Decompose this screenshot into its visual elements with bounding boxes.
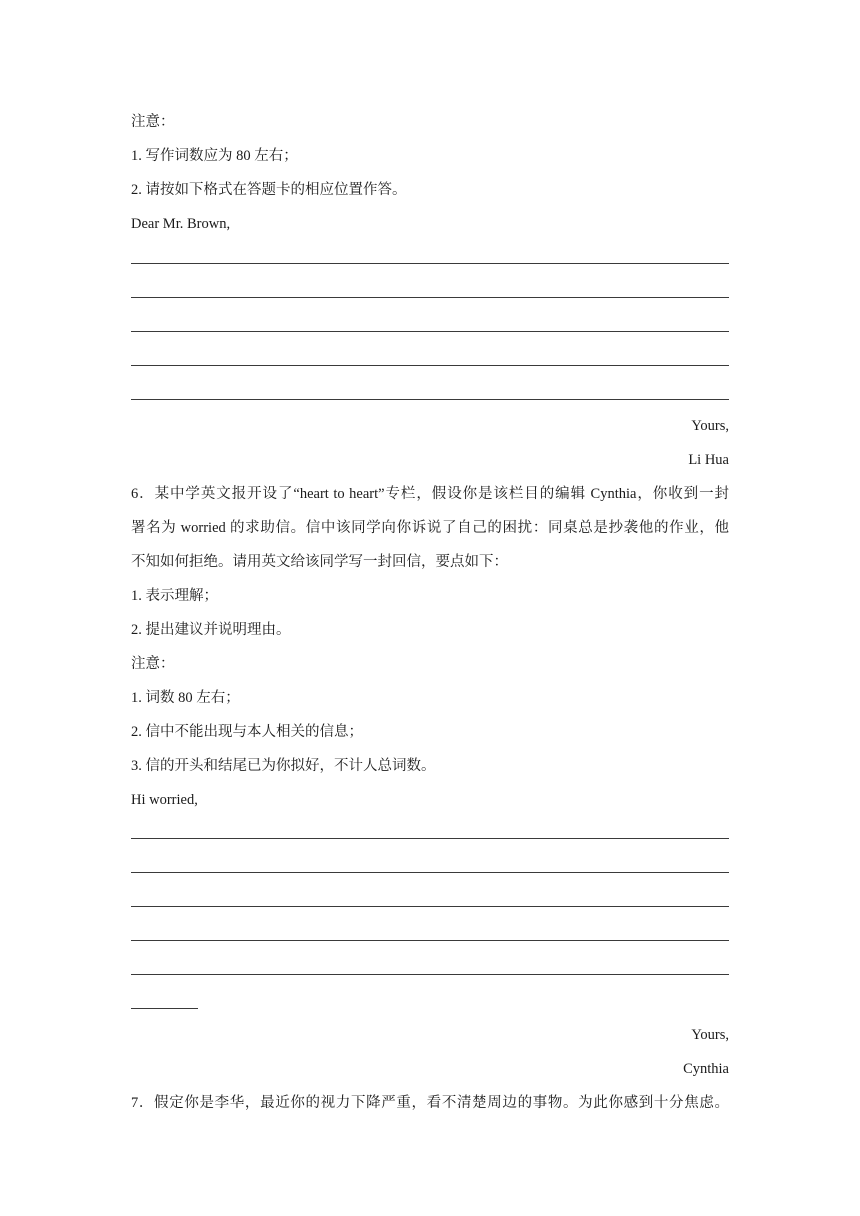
- answer-line: [131, 906, 729, 907]
- letter-signature: Cynthia: [683, 1061, 729, 1077]
- answer-line-short: [131, 1008, 198, 1009]
- answer-line: [131, 974, 729, 975]
- answer-line: [131, 838, 729, 839]
- question-prompt-line: 6．某中学英文报开设了“heart to heart”专栏，假设你是该栏目的编辑 Cynthia，你收到一封: [131, 486, 729, 502]
- note-item-format: 2. 请按如下格式在答题卡的相应位置作答。: [131, 182, 407, 198]
- letter-closing: Yours,: [691, 1027, 729, 1043]
- answer-line: [131, 872, 729, 873]
- note-heading: 注意：: [131, 656, 175, 672]
- question-prompt-line: 不知如何拒绝。请用英文给该同学写一封回信，要点如下：: [131, 554, 508, 570]
- question-prompt-line: 7．假定你是李华，最近你的视力下降严重，看不清楚周边的事物。为此你感到十分焦虑。: [131, 1095, 729, 1111]
- note-item-word-count: 1. 写作词数应为 80 左右；: [131, 148, 298, 164]
- answer-line: [131, 263, 729, 264]
- letter-closing: Yours,: [691, 418, 729, 434]
- answer-line: [131, 940, 729, 941]
- note-item-no-personal-info: 2. 信中不能出现与本人相关的信息；: [131, 724, 363, 740]
- note-item-opening-closing: 3. 信的开头和结尾已为你拟好，不计人总词数。: [131, 758, 436, 774]
- answer-line: [131, 331, 729, 332]
- letter-salutation: Dear Mr. Brown,: [131, 216, 231, 232]
- requirement-item: 1. 表示理解；: [131, 588, 218, 604]
- letter-salutation: Hi worried,: [131, 792, 198, 808]
- letter-signature: Li Hua: [688, 452, 729, 468]
- question-prompt-line: 署名为 worried 的求助信。信中该同学向你诉说了自己的困扰：同桌总是抄袭他的作业，他: [131, 520, 729, 536]
- answer-line: [131, 365, 729, 366]
- note-heading: 注意：: [131, 114, 175, 130]
- note-item-word-count: 1. 词数 80 左右；: [131, 690, 240, 706]
- requirement-item: 2. 提出建议并说明理由。: [131, 622, 291, 638]
- answer-line: [131, 399, 729, 400]
- answer-line: [131, 297, 729, 298]
